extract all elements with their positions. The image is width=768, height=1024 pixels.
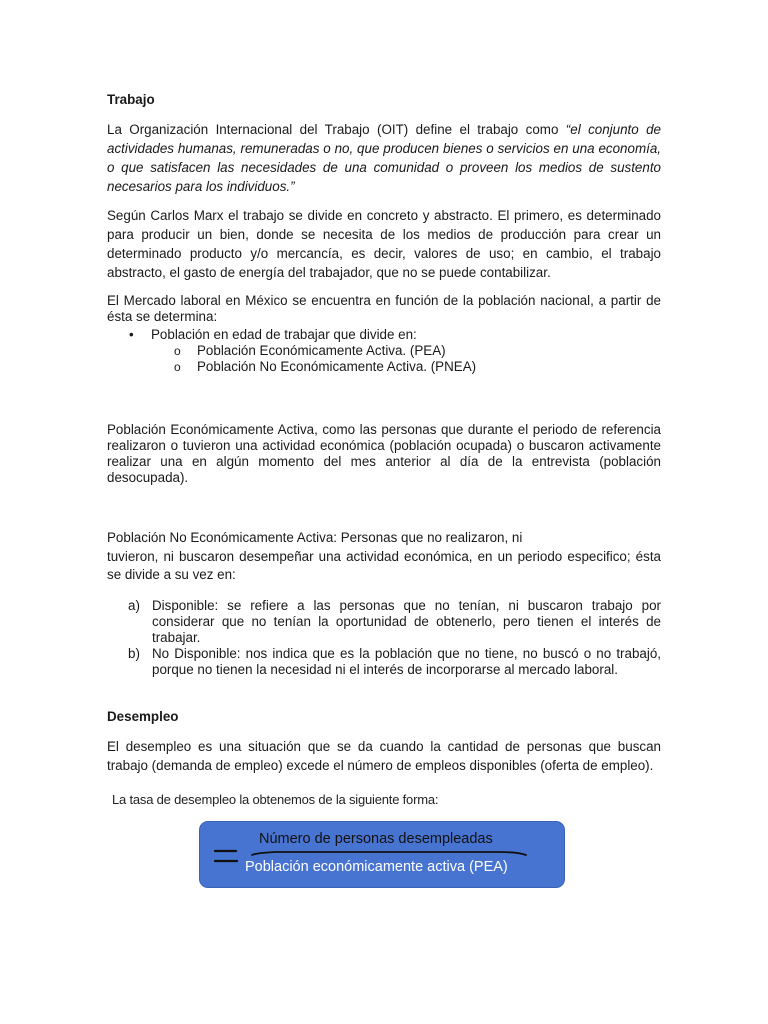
paragraph-pea-definition: Población Económicamente Activa, como las personas que durante el periodo de referencia realizaron o tuvieron una actividad económica (población ocupada) o buscaron activamente realizar una en algún momento del mes anterior al día de la entrevista (población desocupada).	[107, 422, 661, 485]
paragraph-mercado-laboral: El Mercado laboral en México se encuentra en función de la población nacional, a partir de ésta se determina:	[107, 293, 661, 324]
list-text: No Disponible: nos indica que es la población que no tiene, no buscó o no trabajó, porque no tienen la necesidad ni el interés de incorporarse al mercado laboral.	[152, 646, 661, 677]
list-item: o Población No Económicamente Activa. (PNEA)	[107, 359, 661, 375]
list-item: • Población en edad de trabajar que divide en:	[107, 327, 661, 343]
list-marker: a)	[128, 598, 140, 613]
formula-denominator: Población económicamente activa (PEA)	[245, 859, 508, 875]
oit-quote: “el conjunto de actividades humanas, remuneradas o no, que producen bienes o servicios en una economía, o que satisfacen las necesidades de una comunidad o proveen los medios de sustento necesarios para los individuos.”	[107, 122, 661, 194]
population-list	[107, 327, 661, 375]
list-item	[107, 646, 661, 678]
pnea-subdivision-list	[107, 598, 661, 678]
heading-desempleo: Desempleo	[107, 709, 179, 724]
paragraph-pnea-line1: Población No Económicamente Activa: Personas que no realizaron, ni	[107, 530, 523, 545]
paragraph-oit-definition	[107, 120, 661, 196]
formula-numerator: Número de personas desempleadas	[259, 831, 493, 847]
paragraph-marx: Según Carlos Marx el trabajo se divide en concreto y abstracto. El primero, es determinado para producir un bien, donde se necesita de los medios de producción para crear un determinado producto y/o mercancía, es decir, valores de uso; en cambio, el trabajo abstracto, el gasto de energía del trabajador, que no se puede contabilizar.	[107, 208, 661, 280]
formula-box	[199, 821, 565, 888]
list-item	[107, 598, 661, 646]
heading-trabajo: Trabajo	[107, 92, 155, 107]
paragraph-desempleo: El desempleo es una situación que se da cuando la cantidad de personas que buscan trabajo (demanda de empleo) excede el número de empleos disponibles (oferta de empleo).	[107, 739, 661, 773]
formula-caption: La tasa de desempleo la obtenemos de la siguiente forma:	[112, 792, 439, 807]
list-item: o Población Económicamente Activa. (PEA)	[107, 343, 661, 359]
list-text: Disponible: se refiere a las personas que no tenían, ni buscaron trabajo por considerar que no tenían la oportunidad de obtenerlo, pero tienen el interés de trabajar.	[152, 598, 661, 645]
list-marker: b)	[128, 646, 140, 661]
paragraph-pnea-line2: tuvieron, ni buscaron desempeñar una actividad económica, en un periodo especifico; ésta se divide a su vez en:	[107, 549, 661, 582]
oit-intro: La Organización Internacional del Trabajo (OIT) define el trabajo como	[107, 122, 566, 137]
